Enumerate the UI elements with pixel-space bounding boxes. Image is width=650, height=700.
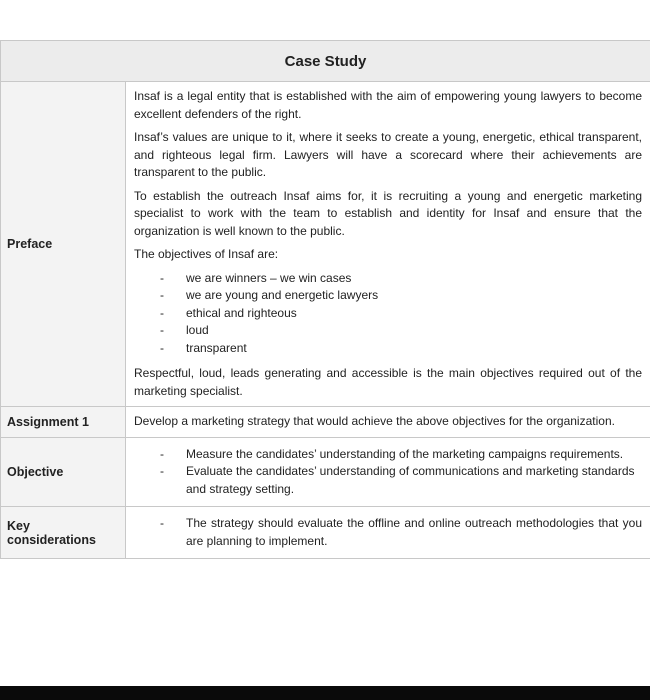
preface-paragraph: Insaf is a legal entity that is established with the aim of empowering young lawyers to become excellent defenders of the right. [134,89,643,121]
key-considerations-list [134,515,642,550]
table-title: Case Study [1,41,650,82]
key-considerations-content [126,507,650,559]
list-item: - Measure the candidates’ understanding of the marketing campaigns requirements. [134,446,642,464]
objective-row [1,437,650,507]
preface-label: Preface [1,82,126,407]
list-item: - ethical and righteous [134,305,642,323]
preface-row [1,82,650,407]
case-study-table [0,40,650,559]
list-item: - Evaluate the candidates’ understanding of communications and marketing standards and strategy setting. [134,463,642,498]
assignment-label: Assignment 1 [1,407,126,438]
key-considerations-row [1,507,650,559]
list-item: - transparent [134,340,642,358]
objectives-list [134,270,642,358]
objective-list [134,446,642,499]
key-considerations-label: Key considerations [1,507,126,559]
list-item: - we are winners – we win cases [134,270,642,288]
objective-label: Objective [1,437,126,507]
objectives-intro: The objectives of Insaf are: [134,247,279,261]
list-item: - loud [134,322,642,340]
assignment-content [126,407,650,438]
list-item: - The strategy should evaluate the offline and online outreach methodologies that you are planning to implement. [134,515,642,550]
objective-content [126,437,650,507]
assignment-row [1,407,650,438]
preface-content [126,82,650,407]
list-item: - we are young and energetic lawyers [134,287,642,305]
preface-paragraph: To establish the outreach Insaf aims for, it is recruiting a young and energetic marketing specialist to work with the team to establish and identity for Insaf and ensure that the organization is well known to the public. [134,188,643,238]
bottom-black-bar [0,686,650,700]
assignment-text: Develop a marketing strategy that would achieve the above objectives for the organization. [134,414,615,428]
preface-closing: Respectful, loud, leads generating and accessible is the main objectives required out of the marketing specialist. [134,366,643,398]
title-row [1,41,650,82]
preface-paragraph: Insaf’s values are unique to it, where it seeks to create a young, energetic, ethical transparent, and righteous legal firm. Lawyers will have a scorecard where their achievements are transparent to the public. [134,130,643,179]
